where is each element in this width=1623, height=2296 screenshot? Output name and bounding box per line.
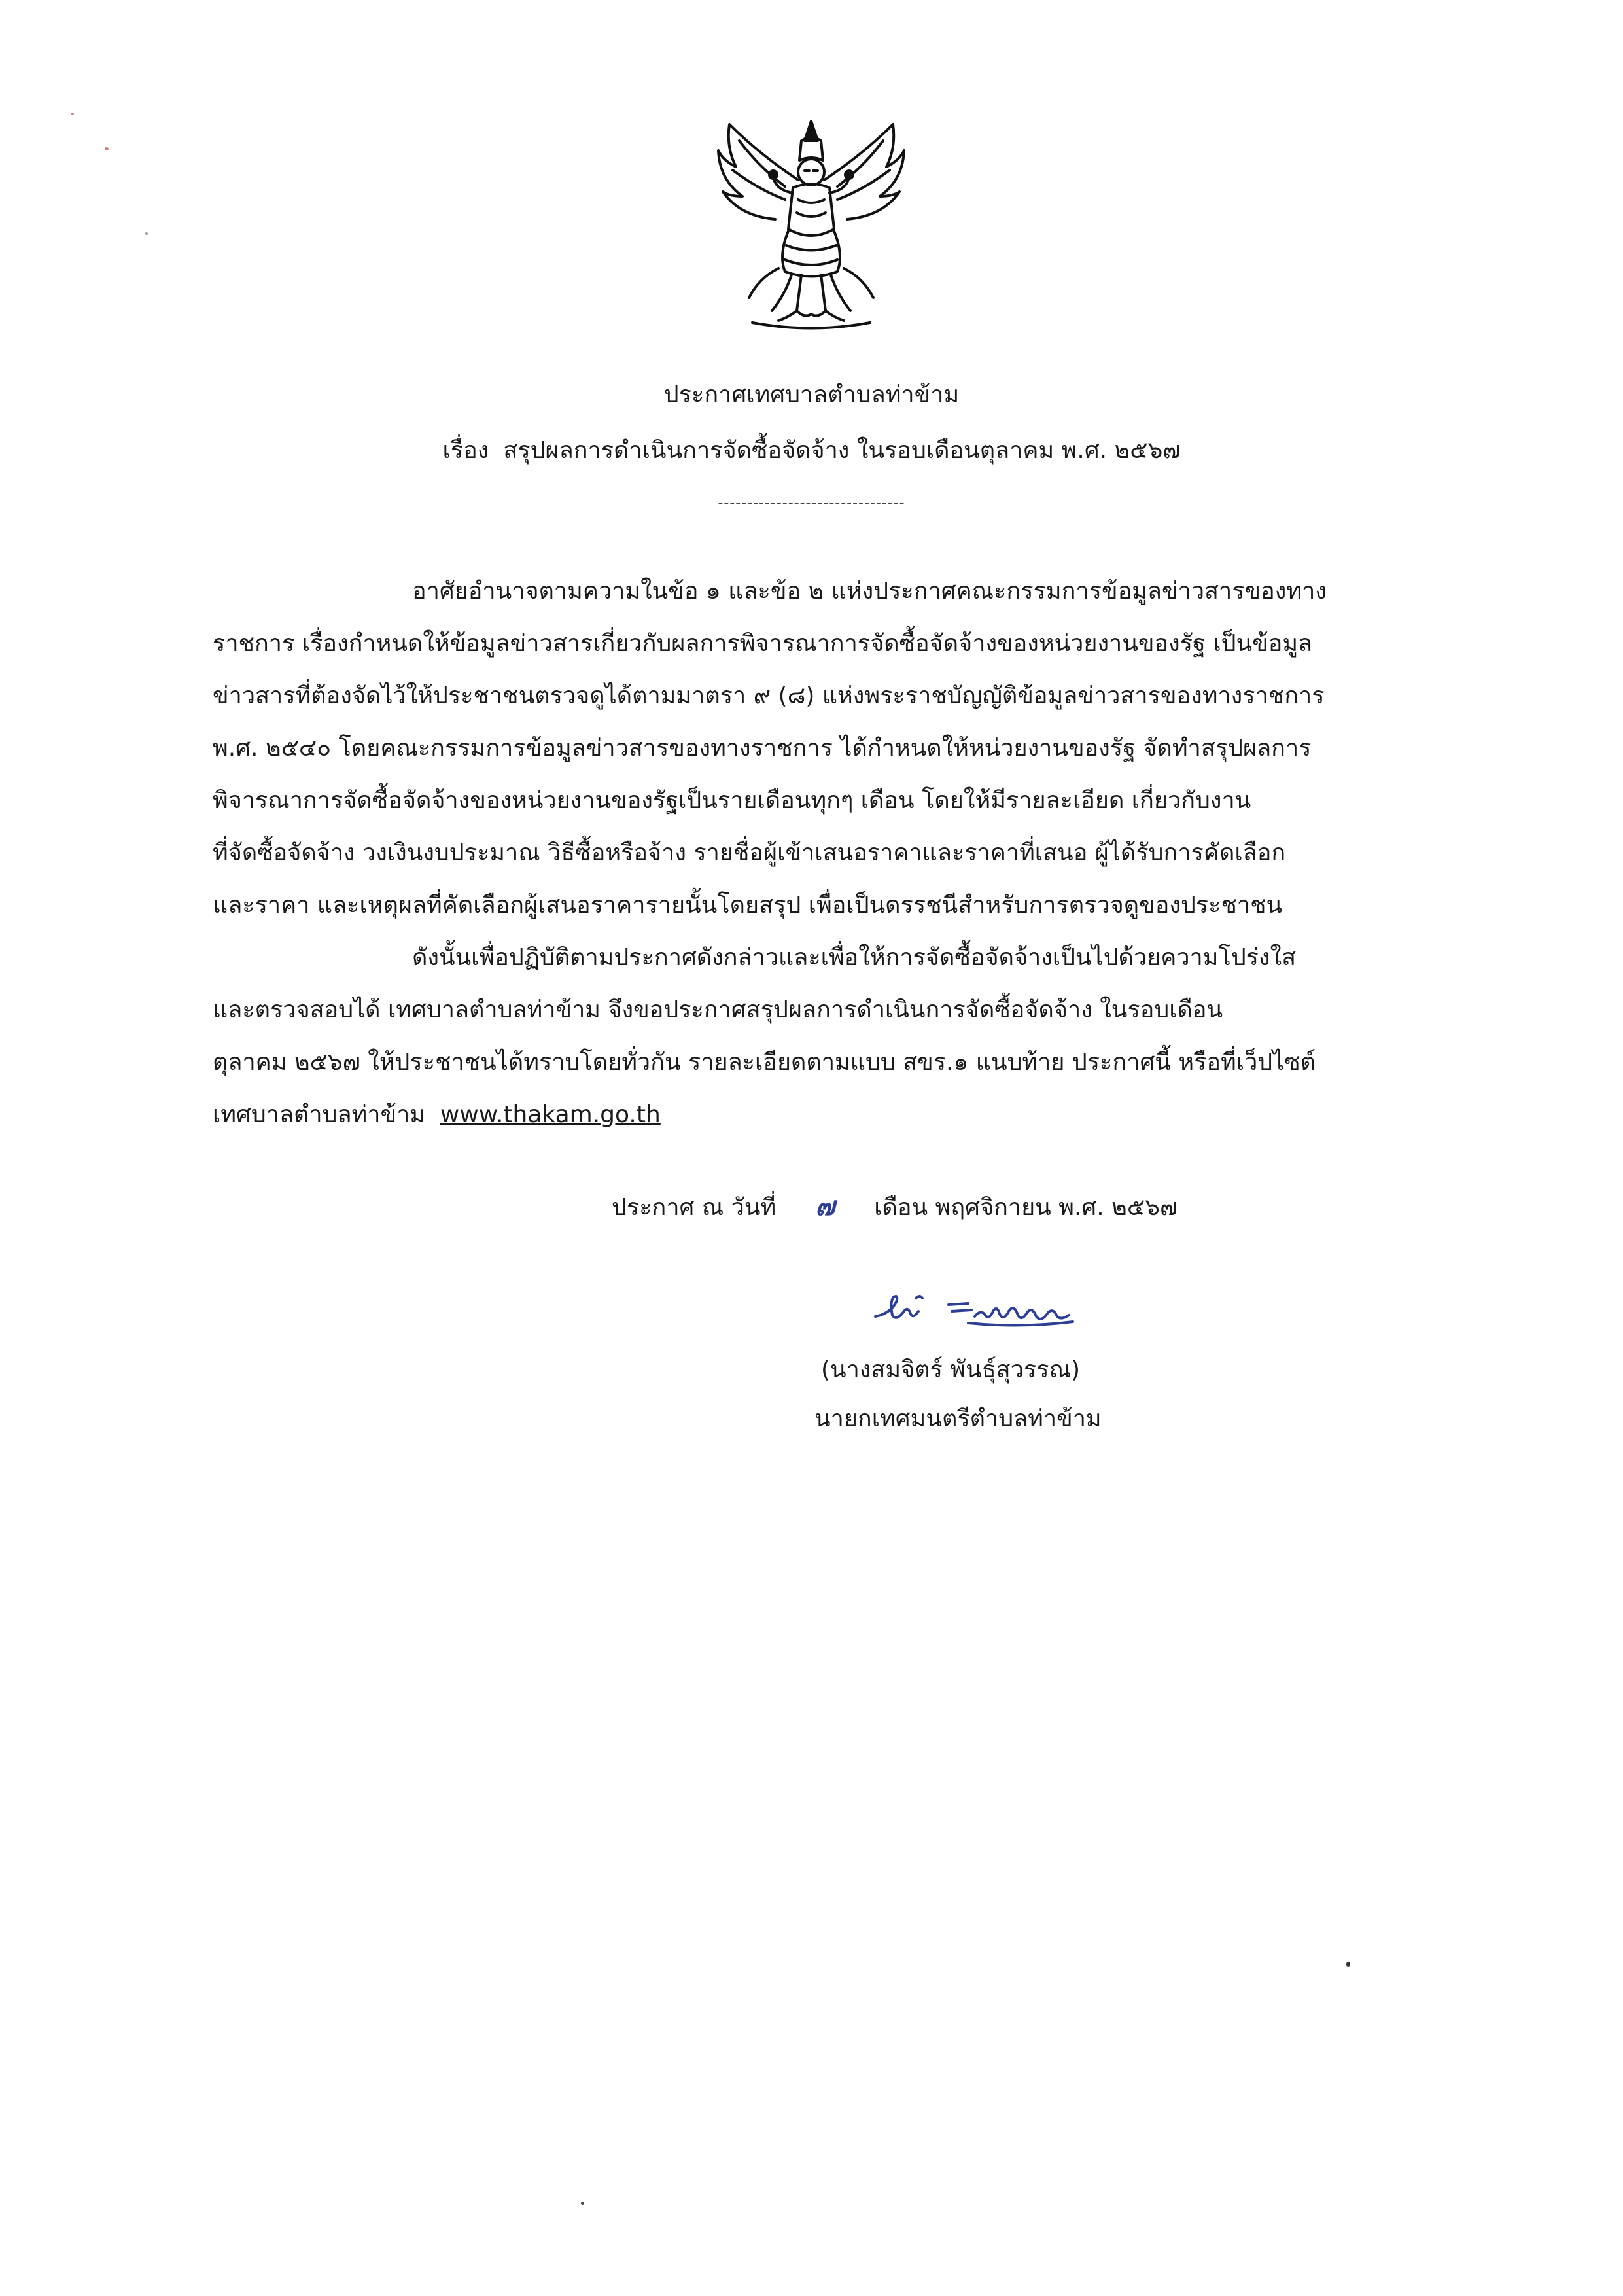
paragraph-2-line: ตุลาคม ๒๕๖๗ ให้ประชาชนได้ทราบโดยทั่วกัน รายละเอียดตามแบบ สขร.๑ แนบท้าย ประกาศนี้ หรือที่เว็ปไซต์ <box>213 1049 1316 1076</box>
paragraph-2-last-line <box>213 1099 1456 1131</box>
date-prefix: ประกาศ ณ วันที่ <box>612 1194 777 1221</box>
signer-position: นายกเทศมนตรีตำบลท่าข้าม <box>814 1405 1102 1432</box>
scan-speck <box>145 232 148 235</box>
paragraph-2-line-prefix: เทศบาลตำบลท่าข้าม <box>213 1101 426 1128</box>
subject-text: สรุปผลการดำเนินการจัดซื้อจัดจ้าง ในรอบเดือนตุลาคม พ.ศ. ๒๕๖๗ <box>503 437 1181 464</box>
scan-speck <box>105 147 109 150</box>
document-subject <box>0 435 1623 467</box>
date-suffix: เดือน พฤศจิกายน พ.ศ. ๒๕๖๗ <box>874 1194 1178 1221</box>
garuda-emblem-icon <box>713 115 909 334</box>
handwritten-signature <box>870 1282 1079 1335</box>
paragraph-1-line: และราคา และเหตุผลที่คัดเลือกผู้เสนอราคารายนั้นโดยสรุป เพื่อเป็นดรรชนีสำหรับการตรวจดูของประชาชน <box>213 892 1283 919</box>
title-divider: -------------------------------- <box>718 495 905 511</box>
subject-label: เรื่อง <box>442 437 489 464</box>
website-link[interactable]: www.thakam.go.th <box>440 1101 661 1128</box>
paragraph-1-line: ที่จัดซื้อจัดจ้าง วงเงินงบประมาณ วิธีซื้อหรือจ้าง รายชื่อผู้เข้าเสนอราคาและราคาที่เสนอ ผู้ได้รับการคัดเลือก <box>213 839 1286 866</box>
document-title: ประกาศเทศบาลตำบลท่าข้าม <box>663 381 960 408</box>
scan-speck <box>1346 1962 1350 1967</box>
paragraph-1-line: ข่าวสารที่ต้องจัดไว้ให้ประชาชนตรวจดูได้ตามมาตรา ๙ (๘) แห่งพระราชบัญญัติข้อมูลข่าวสารของทางราชการ <box>213 682 1325 709</box>
paragraph-1-line: ราชการ เรื่องกำหนดให้ข้อมูลข่าวสารเกี่ยวกับผลการพิจารณาการจัดซื้อจัดจ้างของหน่วยงานของรัฐ เป็นข้อมูล <box>213 630 1313 657</box>
scan-speck <box>71 113 74 115</box>
scan-speck <box>581 2202 584 2205</box>
handwritten-day: ๗ <box>815 1191 835 1222</box>
paragraph-1-line: พิจารณาการจัดซื้อจัดจ้างของหน่วยงานของรัฐเป็นรายเดือนทุกๆ เดือน โดยให้มีรายละเอียด เกี่ยวกับงาน <box>213 787 1251 814</box>
paragraph-2-line: ดังนั้นเพื่อปฏิบัติตามประกาศดังกล่าวและเพื่อให้การจัดซื้อจัดจ้างเป็นไปด้วยความโปร่งใส <box>412 944 1297 971</box>
signer-name: (นางสมจิตร์ พันธุ์สุวรรณ) <box>821 1356 1081 1383</box>
paragraph-1-line: พ.ศ. ๒๕๔๐ โดยคณะกรรมการข้อมูลข่าวสารของทางราชการ ได้กำหนดให้หน่วยงานของรัฐ จัดทำสรุปผลการ <box>213 735 1312 762</box>
paragraph-2-line: และตรวจสอบได้ เทศบาลตำบลท่าข้าม จึงขอประกาศสรุปผลการดำเนินการจัดซื้อจัดจ้าง ในรอบเดือน <box>213 997 1223 1023</box>
paragraph-1-line: อาศัยอำนาจตามความในข้อ ๑ และข้อ ๒ แห่งประกาศคณะกรรมการข้อมูลข่าวสารของทาง <box>412 578 1327 605</box>
announcement-date <box>612 1191 1178 1224</box>
